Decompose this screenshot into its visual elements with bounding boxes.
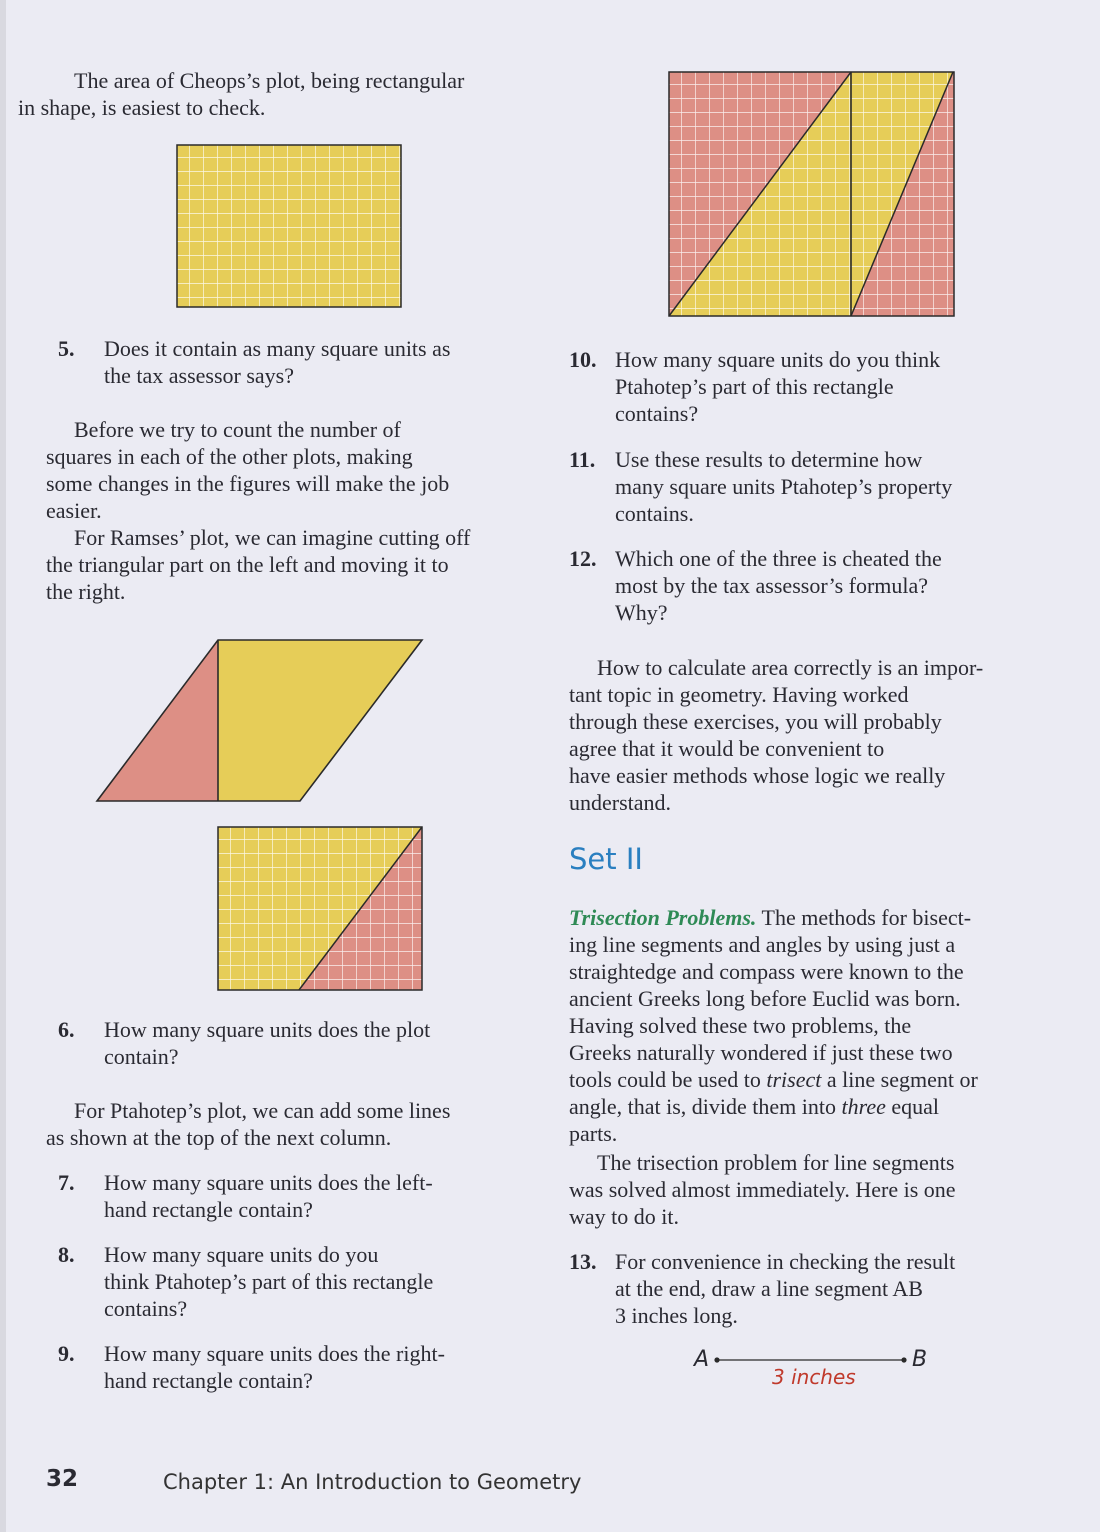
question-13: 13. For convenience in checking the result at the end, draw a line segment AB 3 inches long. [569, 1249, 956, 1328]
question-9: 9. How many square units does the right- hand rectangle contain? [58, 1341, 445, 1393]
rearranged-rectangle-diagram [217, 826, 425, 994]
cheops-plot-figure [176, 144, 404, 315]
trisection-paragraph: Trisection Problems. The methods for bisect- ing line segments and angles by using just a straightedge and compass were known to the ancient Greeks long before Euclid was born. Having solved these two problems, the Greeks naturally wondered if just these two tools could be used to trisect a line segment or angle, that is, divide them into three equal parts. [569, 905, 978, 1146]
ramses-parallelogram-figure [94, 637, 426, 810]
question-6: 6. How many square units does the plot contain? [58, 1017, 431, 1069]
parallelogram-diagram [94, 637, 426, 805]
intro-paragraph: The area of Cheops’s plot, being rectangular in shape, is easiest to check. [18, 68, 465, 120]
ptahotep-rectangle-diagram [668, 71, 958, 321]
question-7: 7. How many square units does the left- hand rectangle contain? [58, 1170, 433, 1222]
section-heading-set-2: Set II [569, 842, 643, 876]
ramses-paragraph: For Ramses’ plot, we can imagine cutting off the triangular part on the left and moving it to the right. [46, 525, 471, 604]
page-number: 32 [46, 1466, 79, 1492]
segment-ab-figure [690, 1345, 950, 1395]
ptahotep-plot-figure [668, 71, 958, 326]
question-12: 12. Which one of the three is cheated the most by the tax assessor’s formula? Why? [569, 546, 942, 625]
ptahotep-paragraph: For Ptahotep’s plot, we can add some lines as shown at the top of the next column. [46, 1098, 451, 1150]
question-8: 8. How many square units do you think Ptahotep’s part of this rectangle contains? [58, 1242, 434, 1321]
question-11: 11. Use these results to determine how many square units Ptahotep’s property contains. [569, 447, 953, 526]
before-paragraph: Before we try to count the number of squares in each of the other plots, making some changes in the figures will make the job easier. [46, 417, 450, 523]
solved-paragraph: The trisection problem for line segments was solved almost immediately. Here is one way to do it. [569, 1150, 956, 1229]
trisection-label: Trisection Problems. [569, 905, 757, 930]
page-edge [0, 0, 6, 1532]
point-b-label: B [912, 1347, 928, 1372]
cheops-rectangle-diagram [176, 144, 404, 310]
chapter-footer: Chapter 1: An Introduction to Geometry [163, 1470, 582, 1494]
segment-length-label: 3 inches [772, 1365, 856, 1389]
question-10: 10. How many square units do you think Ptahotep’s part of this rectangle contains? [569, 347, 941, 426]
question-5: 5. Does it contain as many square units as the tax assessor says? [58, 336, 451, 388]
area-paragraph: How to calculate area correctly is an impor- tant topic in geometry. Having worked through these exercises, you will probably agree that it would be convenient to have easier methods whose logic we really understand. [569, 655, 984, 815]
point-a-label: A [694, 1347, 710, 1372]
ramses-rearranged-figure [217, 826, 425, 999]
